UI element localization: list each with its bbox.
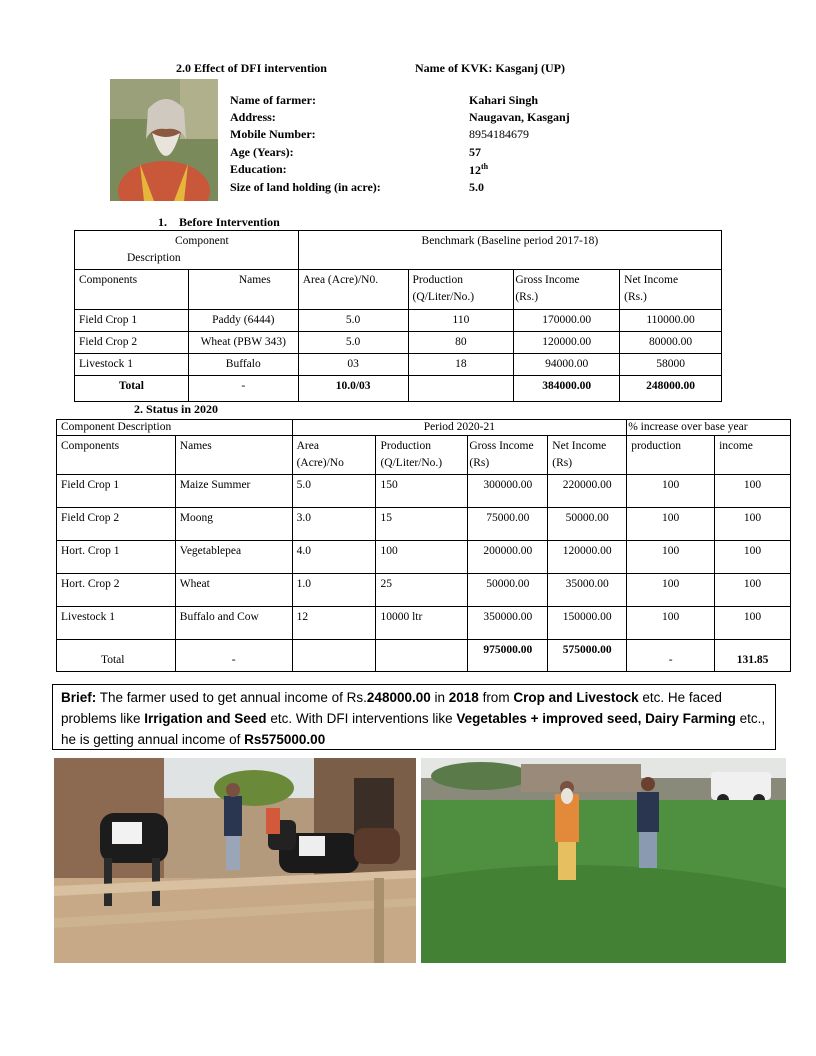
education-value: 12th — [469, 162, 489, 177]
table-header-row — [75, 231, 722, 270]
table-header-row — [57, 436, 791, 475]
mobile-label: Mobile Number: — [230, 127, 316, 141]
increase-header: % increase over base year — [627, 420, 791, 436]
status-table — [56, 419, 791, 672]
land-label: Size of land holding (in acre): — [230, 180, 381, 194]
col-names: Names — [175, 436, 292, 475]
col-area: Area (Acre)/N0. — [298, 270, 408, 310]
age-value: 57 — [469, 145, 481, 159]
total-row: Total - 10.0/03 384000.00 248000.00 — [75, 376, 722, 402]
table-row: Livestock 1 Buffalo 03 18 94000.00 58000 — [75, 354, 722, 376]
brief-label: Brief — [61, 690, 92, 705]
col-components: Components — [75, 270, 189, 310]
table-row: Field Crop 2 Moong 3.0 15 75000.00 50000.00 100 100 — [57, 508, 791, 541]
mobile-value: 8954184679 — [469, 127, 529, 141]
col-components: Components — [57, 436, 176, 475]
address-value: Naugavan, Kasganj — [469, 110, 570, 124]
kvk-name: Name of KVK: Kasganj (UP) — [415, 61, 565, 75]
col-net-income: Net Income (Rs.) — [620, 270, 722, 310]
table-row: Hort. Crop 2 Wheat 1.0 25 50000.00 35000.00 100 100 — [57, 574, 791, 607]
col-names: Names — [188, 270, 298, 310]
col-income-increase: income — [715, 436, 791, 475]
period-header: Period 2020-21 — [292, 420, 627, 436]
address-label: Address: — [230, 110, 276, 124]
col-gross-income: Gross Income (Rs) — [468, 436, 548, 475]
benchmark-header: Benchmark (Baseline period 2017-18) — [298, 231, 721, 270]
farmer-name-value: Kahari Singh — [469, 93, 539, 107]
land-value: 5.0 — [469, 180, 484, 194]
farmer-name-label: Name of farmer: — [230, 93, 316, 107]
col-area: Area (Acre)/No — [292, 436, 376, 475]
table-row: Field Crop 2 Wheat (PBW 343) 5.0 80 120000.00 80000.00 — [75, 332, 722, 354]
col-gross-income: Gross Income (Rs.) — [514, 270, 620, 310]
table-row: Field Crop 1 Paddy (6444) 5.0 110 170000.00 110000.00 — [75, 310, 722, 332]
table-header-row — [57, 420, 791, 436]
table-header-row — [75, 270, 722, 310]
total-row: Total - 975000.00 575000.00 - 131.85 — [57, 640, 791, 672]
col-production: Production (Q/Liter/No.) — [376, 436, 468, 475]
table-row: Hort. Crop 1 Vegetablepea 4.0 100 200000.00 120000.00 100 100 — [57, 541, 791, 574]
brief-box: Brief: The farmer used to get annual income of Rs.248000.00 in 2018 from Crop and Livestock etc. He faced problems like Irrigation and Seed etc. With DFI interventions like Vegetables + improved seed, Dairy Farming etc., he is getting annual income of Rs575000.00 — [52, 684, 776, 750]
farmer-photo — [110, 79, 218, 201]
dairy-photo — [54, 758, 416, 963]
before-table — [74, 230, 722, 402]
education-label: Education: — [230, 162, 287, 176]
field-photo — [421, 758, 786, 963]
age-label: Age (Years): — [230, 145, 294, 159]
component-description-header: Component Description — [75, 231, 299, 270]
col-net-income: Net Income (Rs) — [548, 436, 627, 475]
col-production-increase: production — [627, 436, 715, 475]
section-title: 2.0 Effect of DFI intervention — [176, 61, 327, 75]
table-row: Livestock 1 Buffalo and Cow 12 10000 ltr 350000.00 150000.00 100 100 — [57, 607, 791, 640]
table-row: Field Crop 1 Maize Summer 5.0 150 300000.00 220000.00 100 100 — [57, 475, 791, 508]
col-production: Production (Q/Liter/No.) — [408, 270, 514, 310]
before-heading: 1. Before Intervention — [158, 215, 280, 229]
status-heading: 2. Status in 2020 — [134, 402, 219, 416]
component-description-header: Component Description — [57, 420, 293, 436]
